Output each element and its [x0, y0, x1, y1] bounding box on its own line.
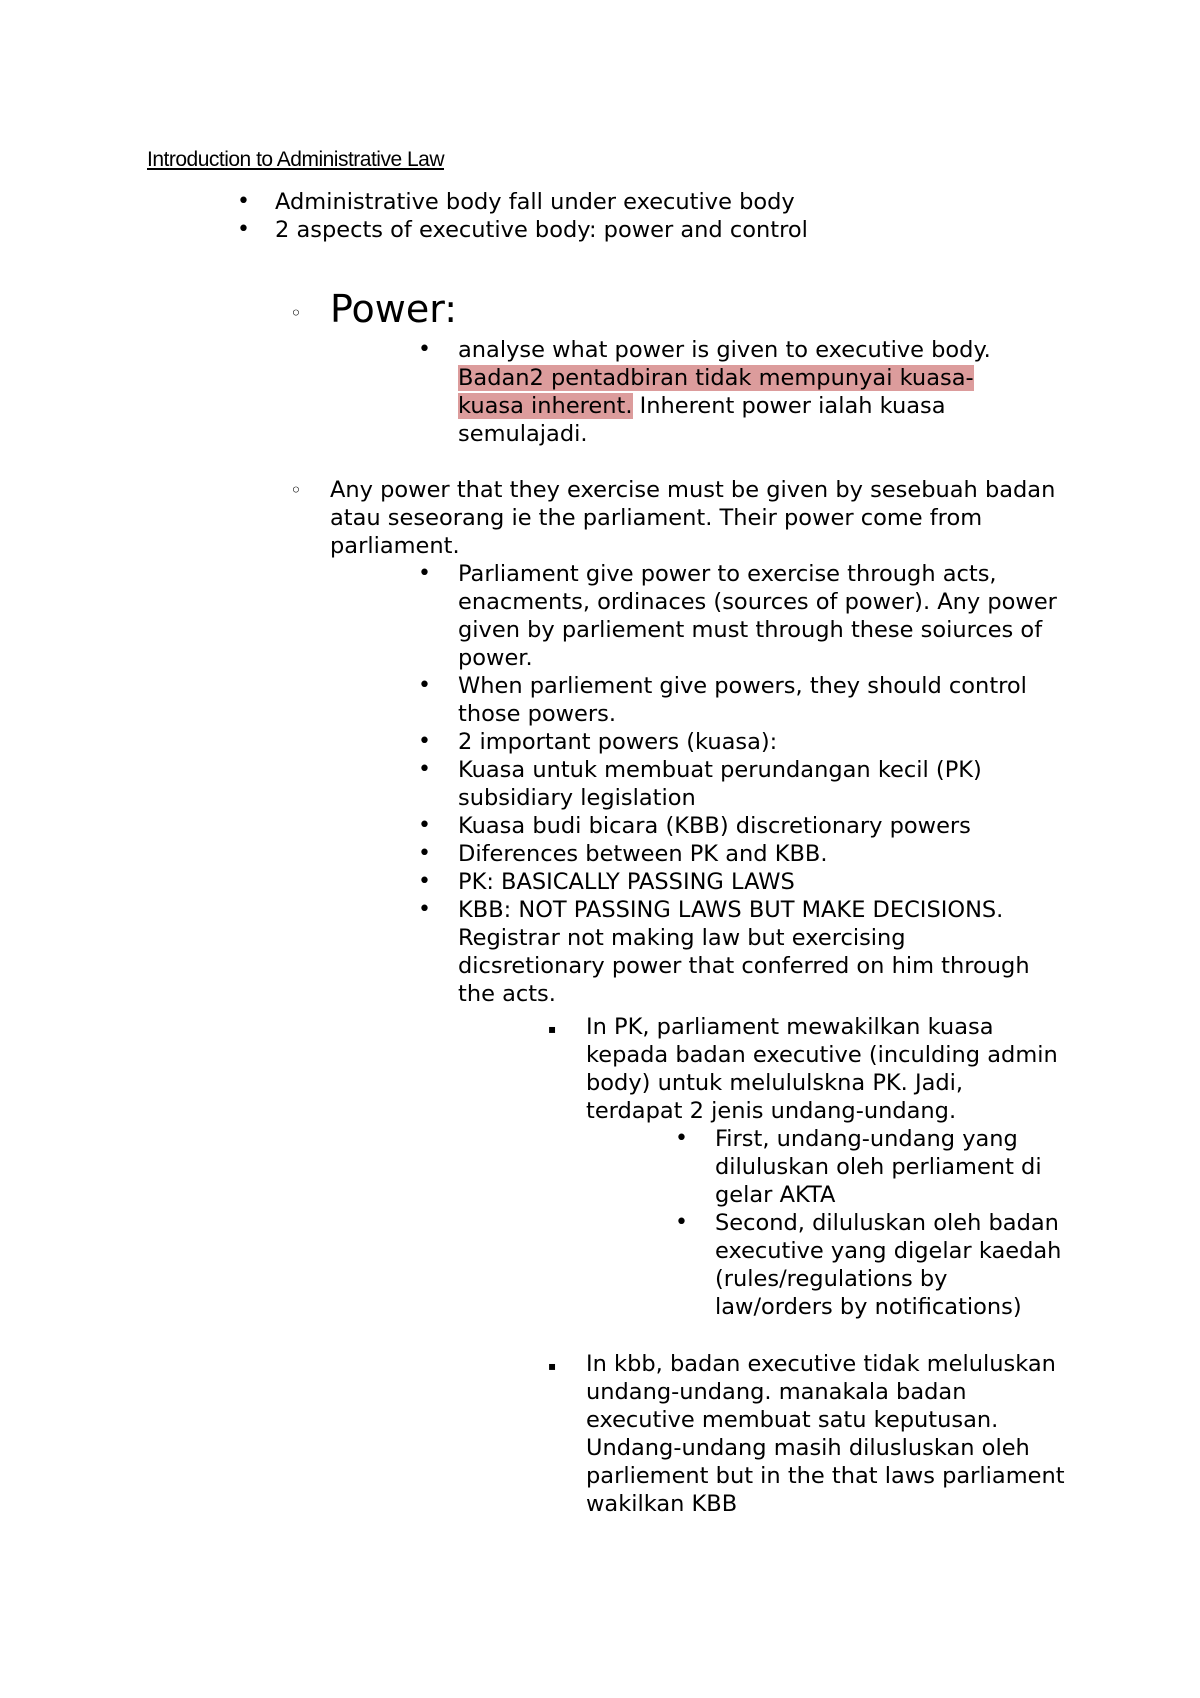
highlighted-text: Badan2 pentadbiran tidak mempunyai kuasa-kuasa inherent. — [458, 365, 974, 419]
level5-list — [675, 1125, 1065, 1321]
bullet-disc-icon: • — [418, 729, 431, 754]
list-item — [418, 840, 1058, 868]
list-item-text: Kuasa untuk membuat perundangan kecil (PK) subsidiary legislation — [458, 757, 982, 811]
list-item-text: 2 important powers (kuasa): — [458, 729, 778, 755]
any-power-item — [290, 476, 1070, 560]
level3-list — [418, 560, 1058, 1008]
list-item-text: PK: BASICALLY PASSING LAWS — [458, 869, 795, 895]
power-item-pre: analyse what power is given to executive body. — [458, 337, 991, 363]
power-subitem — [418, 336, 1033, 448]
list-item-text — [458, 336, 1033, 448]
list-item — [675, 1209, 1065, 1321]
list-item — [418, 728, 1058, 756]
bullet-disc-icon: • — [418, 757, 431, 782]
list-item-text: Any power that they exercise must be given by sesebuah badan atau seseorang ie the parliament. Their power come from parliament. — [330, 477, 1056, 559]
bullet-disc-icon: • — [237, 217, 250, 242]
bullet-disc-icon: • — [418, 337, 431, 362]
list-item-text: First, undang-undang yang diluluskan oleh perliament di gelar AKTA — [715, 1126, 1042, 1208]
level1-list — [237, 188, 1155, 244]
list-item-text: In PK, parliament mewakilkan kuasa kepada badan executive (inculding admin body) untuk melululskna PK. Jadi, terdapat 2 jenis undang-undang. — [586, 1014, 1058, 1124]
list-item-text: In kbb, badan executive tidak meluluskan undang-undang. manakala badan executive membuat satu keputusan. Undang-undang masih dilusluskan oleh parliement but in the that laws parliament wakilkan KBB — [586, 1351, 1065, 1517]
bullet-circle-icon: ◦ — [290, 478, 302, 502]
bullet-disc-icon: • — [418, 813, 431, 838]
bullet-disc-icon: • — [675, 1210, 688, 1235]
list-item-text: Kuasa budi bicara (KBB) discretionary powers — [458, 813, 971, 839]
bullet-disc-icon: • — [237, 189, 250, 214]
list-item — [418, 812, 1058, 840]
list-item — [237, 216, 1155, 244]
level4-item-kbb — [548, 1350, 1066, 1518]
bullet-disc-icon: • — [418, 869, 431, 894]
bullet-disc-icon: • — [675, 1126, 688, 1151]
bullet-square-icon: ▪ — [548, 1359, 557, 1373]
bullet-disc-icon: • — [418, 841, 431, 866]
list-item-text: KBB: NOT PASSING LAWS BUT MAKE DECISIONS. Registrar not making law but exercising dicsretionary power that conferred on him through the acts. — [458, 897, 1030, 1007]
list-item — [418, 672, 1058, 728]
power-heading-item — [290, 287, 1130, 331]
bullet-disc-icon: • — [418, 561, 431, 586]
level4-item-pk — [548, 1013, 1066, 1125]
bullet-disc-icon: • — [418, 673, 431, 698]
list-item-text: When parliement give powers, they should control those powers. — [458, 673, 1027, 727]
list-item — [418, 896, 1058, 1008]
list-item — [418, 560, 1058, 672]
list-item-text: Second, diluluskan oleh badan executive yang digelar kaedah (rules/regulations by law/orders by notifications) — [715, 1210, 1062, 1320]
list-item — [675, 1125, 1065, 1209]
bullet-disc-icon: • — [418, 897, 431, 922]
power-item-post: Inherent power ialah kuasa semulajadi. — [458, 393, 946, 447]
bullet-circle-icon: ◦ — [290, 301, 302, 325]
list-item-text: Diferences between PK and KBB. — [458, 841, 828, 867]
list-item — [237, 188, 1155, 216]
list-item-text: 2 aspects of executive body: power and control — [275, 217, 808, 243]
list-item-text: Administrative body fall under executive body — [275, 189, 795, 215]
list-item — [418, 868, 1058, 896]
power-heading: Power: — [330, 287, 458, 331]
page-title: Introduction to Administrative Law — [147, 148, 444, 171]
list-item — [418, 756, 1058, 812]
bullet-square-icon: ▪ — [548, 1022, 557, 1036]
list-item-text: Parliament give power to exercise through acts, enacments, ordinaces (sources of power). Any power given by parliement must through these soiurces of power. — [458, 561, 1057, 671]
